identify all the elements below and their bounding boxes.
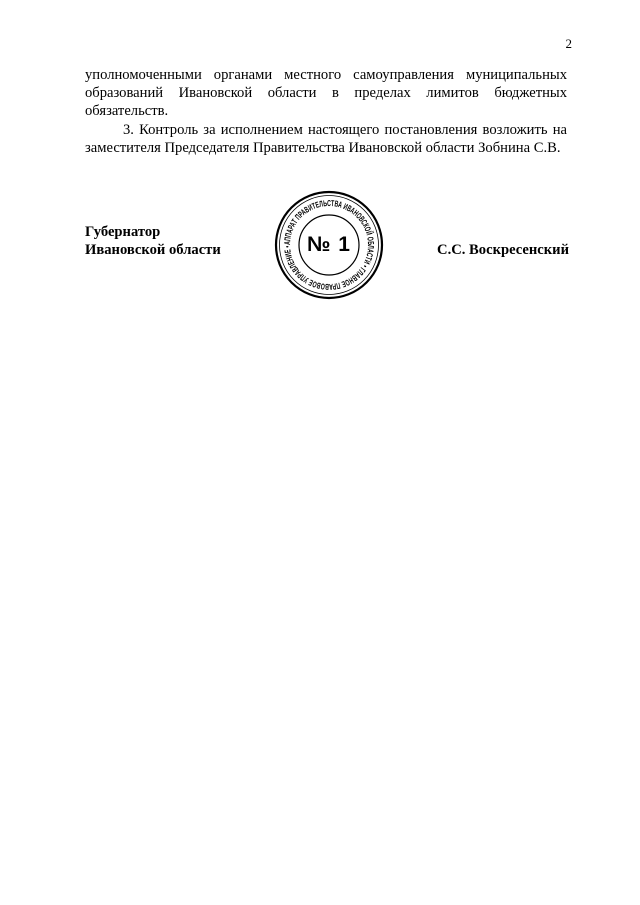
seal-ring-textpath: АППАРАТ ПРАВИТЕЛЬСТВА ИВАНОВСКОЙ ОБЛАСТИ • ГЛАВНОЕ ПРАВОВОЕ УПРАВЛЕНИЕ • xyxy=(281,197,377,293)
page-number: 2 xyxy=(565,36,572,51)
signature-title-line1: Губернатор xyxy=(85,224,161,240)
document-body xyxy=(85,66,567,157)
signature-title-line2: Ивановской области xyxy=(85,242,221,259)
official-seal xyxy=(274,190,384,300)
signature-title xyxy=(85,223,221,259)
paragraph-continuation: уполномоченными органами местного самоуправления муниципальных образований Ивановской области в пределах лимитов бюджетных обязательств. xyxy=(85,67,567,120)
paragraph-item-3: 3. Контроль за исполнением настоящего постановления возложить на заместителя Председателя Правительства Ивановской области Зобнина С.В. xyxy=(85,121,567,156)
seal-number: № 1 xyxy=(307,233,351,256)
signatory-name: С.С. Воскресенский xyxy=(437,242,569,258)
